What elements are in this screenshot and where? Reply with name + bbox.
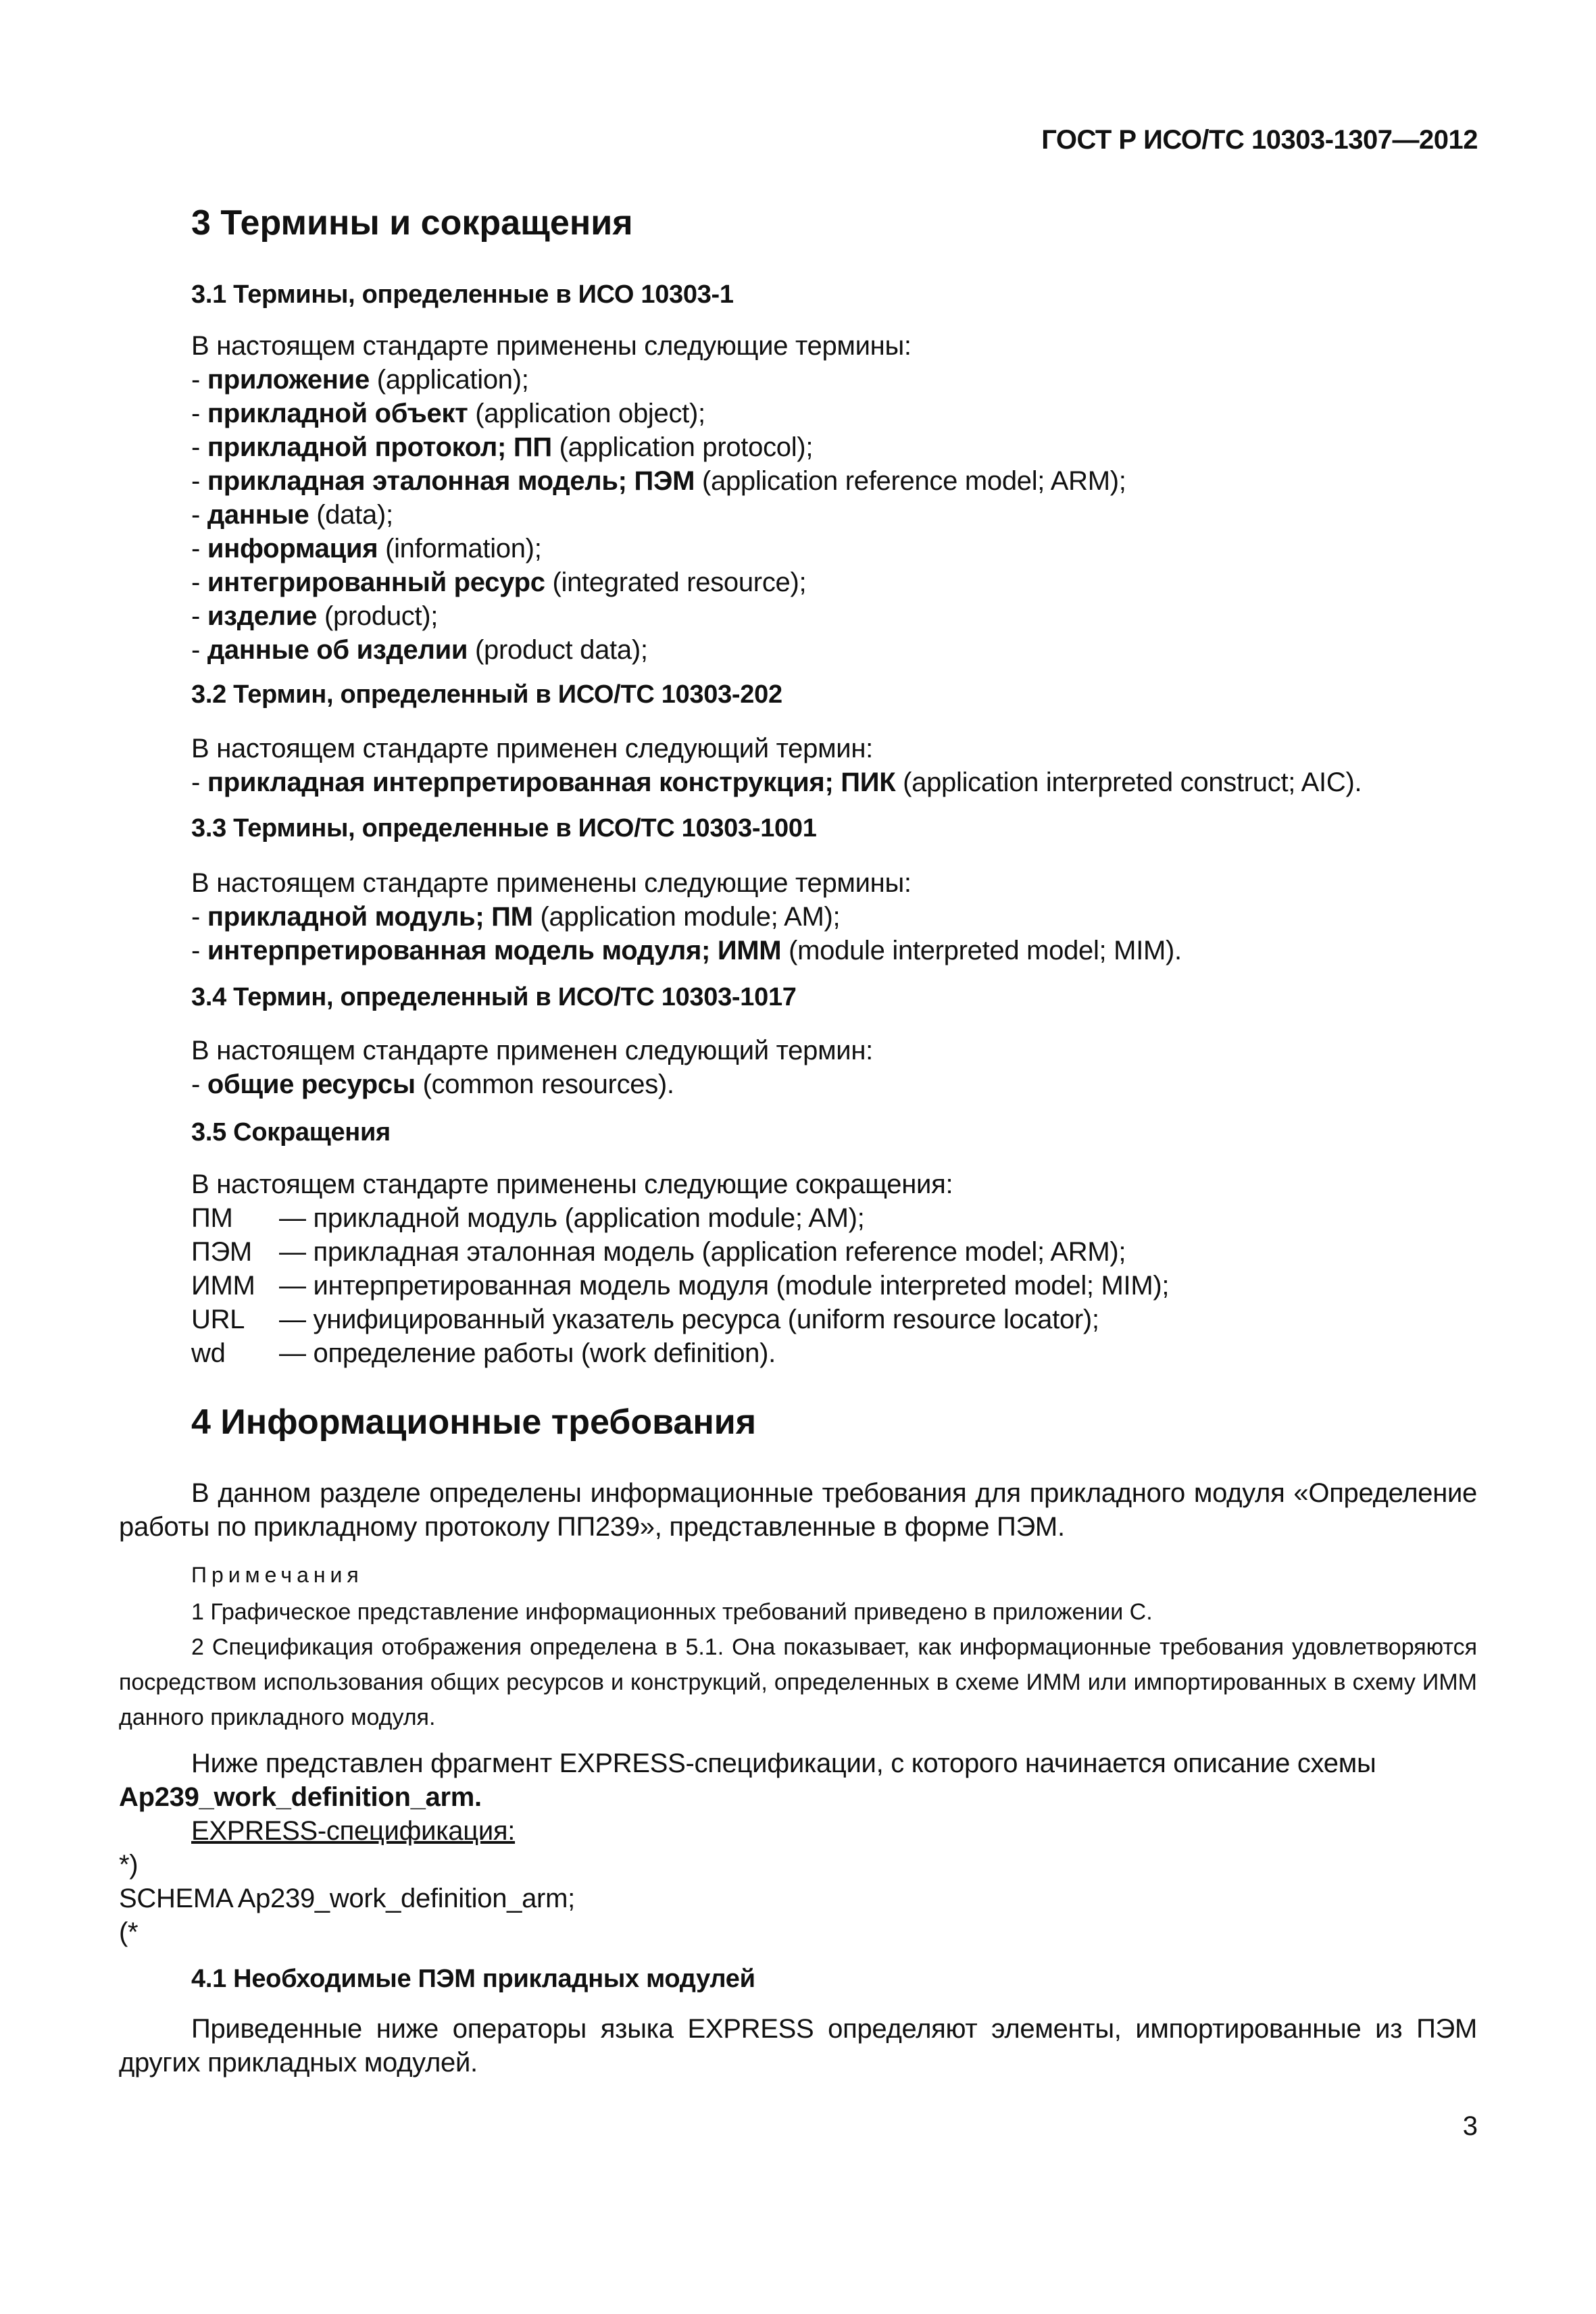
- section-3-5-heading: 3.5 Сокращения: [191, 1118, 391, 1147]
- abbreviation-key: ИММ: [191, 1271, 255, 1301]
- section-4-paragraph: В данном разделе определены информационные требования для прикладного модуля «Определение работы по прикладному протоколу ПП239», представленные в форме ПЭМ.: [119, 1478, 1477, 1542]
- term-line: - прикладной объект (application object);: [191, 399, 705, 428]
- abbreviation-row: [191, 1303, 1169, 1336]
- term-ru: интегрированный ресурс: [207, 568, 545, 597]
- section-3-3-body: [191, 866, 1182, 967]
- term-en: (information);: [385, 534, 542, 563]
- code-line: SCHEMA Ap239_work_definition_arm;: [119, 1884, 575, 1913]
- document-code: ГОСТ Р ИСО/ТС 10303-1307—2012: [1041, 125, 1478, 155]
- abbreviation-row: [191, 1201, 1169, 1235]
- express-code: [119, 1848, 575, 1949]
- notes-label: Примечания: [191, 1563, 364, 1587]
- term-en: (product);: [324, 601, 439, 631]
- term-line: - данные об изделии (product data);: [191, 635, 648, 665]
- abbreviation-key: ПЭМ: [191, 1237, 252, 1267]
- term-en: (application protocol);: [559, 432, 814, 462]
- term-en: (integrated resource);: [552, 568, 807, 597]
- term-line: - приложение (application);: [191, 365, 529, 395]
- section-3-2-body: [191, 732, 1362, 799]
- intro-text: В настоящем стандарте применен следующий термин:: [191, 734, 873, 763]
- code-line: *): [119, 1850, 139, 1880]
- term-line: - интерпретированная модель модуля; ИММ (module interpreted model; MIM).: [191, 936, 1182, 965]
- term-ru: интерпретированная модель модуля; ИММ: [207, 936, 782, 965]
- term-ru: прикладная эталонная модель; ПЭМ: [207, 466, 695, 496]
- term-line: - прикладная интерпретированная конструкция; ПИК (application interpreted construct; AIC).: [191, 768, 1362, 797]
- term-ru: данные: [207, 500, 309, 530]
- intro-text: В настоящем стандарте применены следующие термины:: [191, 868, 912, 898]
- term-line: - прикладной модуль; ПМ (application module; AM);: [191, 902, 841, 932]
- term-ru: информация: [207, 534, 378, 563]
- term-ru: прикладной протокол; ПП: [207, 432, 552, 462]
- express-intro-paragraph: Ниже представлен фрагмент EXPRESS-спецификации, с которого начинается описание схемы: [191, 1749, 1376, 1778]
- abbreviation-definition: — унифицированный указатель ресурса (uniform resource locator);: [279, 1305, 1099, 1334]
- abbreviation-list: [191, 1201, 1169, 1370]
- section-3-title: 3 Термины и сокращения: [191, 203, 633, 243]
- term-line: - прикладная эталонная модель; ПЭМ (application reference model; ARM);: [191, 466, 1126, 496]
- term-line: - общие ресурсы (common resources).: [191, 1070, 674, 1099]
- term-en: (data);: [316, 500, 393, 530]
- abbreviation-definition: — прикладной модуль (application module; AM);: [279, 1203, 865, 1233]
- abbreviation-row: [191, 1235, 1169, 1269]
- section-3-4-heading: 3.4 Термин, определенный в ИСО/ТС 10303-1017: [191, 983, 797, 1011]
- section-3-5-intro: В настоящем стандарте применены следующие сокращения:: [191, 1169, 953, 1199]
- term-ru: данные об изделии: [207, 635, 468, 665]
- abbreviation-definition: — прикладная эталонная модель (application reference model; ARM);: [279, 1237, 1126, 1267]
- term-line: - прикладной протокол; ПП (application protocol);: [191, 432, 814, 462]
- term-ru: изделие: [207, 601, 318, 631]
- section-4-title: 4 Информационные требования: [191, 1403, 757, 1442]
- term-ru: приложение: [207, 365, 370, 395]
- term-ru: прикладная интерпретированная конструкция; ПИК: [207, 768, 896, 797]
- term-en: (application object);: [475, 399, 705, 428]
- section-3-4-body: [191, 1034, 873, 1101]
- section-3-2-heading: 3.2 Термин, определенный в ИСО/ТС 10303-202: [191, 680, 782, 709]
- intro-text: В настоящем стандарте применен следующий термин:: [191, 1036, 873, 1065]
- term-en: (product data);: [475, 635, 648, 665]
- code-line: (*: [119, 1917, 139, 1947]
- note-2: 2 Спецификация отображения определена в 5.1. Она показывает, как информационные требования удовлетворяются посредством использования общих ресурсов и конструкций, определенных в схеме ИММ или импортированных в схему ИММ данного прикладного модуля.: [119, 1634, 1477, 1730]
- abbreviation-key: ПМ: [191, 1203, 233, 1233]
- term-en: (application interpreted construct; AIC).: [903, 768, 1362, 797]
- term-line: - интегрированный ресурс (integrated resource);: [191, 568, 807, 597]
- term-ru: прикладной объект: [207, 399, 468, 428]
- abbreviation-row: [191, 1336, 1169, 1370]
- term-en: (application module; AM);: [540, 902, 841, 932]
- abbreviation-key: URL: [191, 1305, 245, 1334]
- section-3-1-body: [191, 329, 1126, 667]
- abbreviation-key: wd: [191, 1338, 226, 1368]
- term-ru: прикладной модуль; ПМ: [207, 902, 533, 932]
- intro-text: В настоящем стандарте применены следующие термины:: [191, 331, 912, 361]
- term-line: - данные (data);: [191, 500, 393, 530]
- abbreviation-definition: — интерпретированная модель модуля (module interpreted model; MIM);: [279, 1271, 1170, 1301]
- term-en: (module interpreted model; MIM).: [789, 936, 1182, 965]
- schema-name: Ap239_work_definition_arm.: [119, 1782, 482, 1812]
- term-line: - информация (information);: [191, 534, 542, 563]
- section-4-1-heading: 4.1 Необходимые ПЭМ прикладных модулей: [191, 1965, 755, 1993]
- term-ru: общие ресурсы: [207, 1070, 416, 1099]
- section-3-1-heading: 3.1 Термины, определенные в ИСО 10303-1: [191, 280, 734, 309]
- abbreviation-row: [191, 1269, 1169, 1303]
- term-en: (application reference model; ARM);: [701, 466, 1126, 496]
- term-en: (application);: [376, 365, 529, 395]
- abbreviation-definition: — определение работы (work definition).: [279, 1338, 776, 1368]
- section-3-3-heading: 3.3 Термины, определенные в ИСО/ТС 10303-1001: [191, 814, 817, 842]
- term-en: (common resources).: [422, 1070, 674, 1099]
- page-number: 3: [1462, 2111, 1478, 2141]
- section-4-1-paragraph: Приведенные ниже операторы языка EXPRESS определяют элементы, импортированные из ПЭМ других прикладных модулей.: [119, 2014, 1477, 2078]
- term-line: - изделие (product);: [191, 601, 439, 631]
- express-label: EXPRESS-спецификация:: [191, 1816, 516, 1846]
- note-1: 1 Графическое представление информационных требований приведено в приложении С.: [191, 1599, 1153, 1625]
